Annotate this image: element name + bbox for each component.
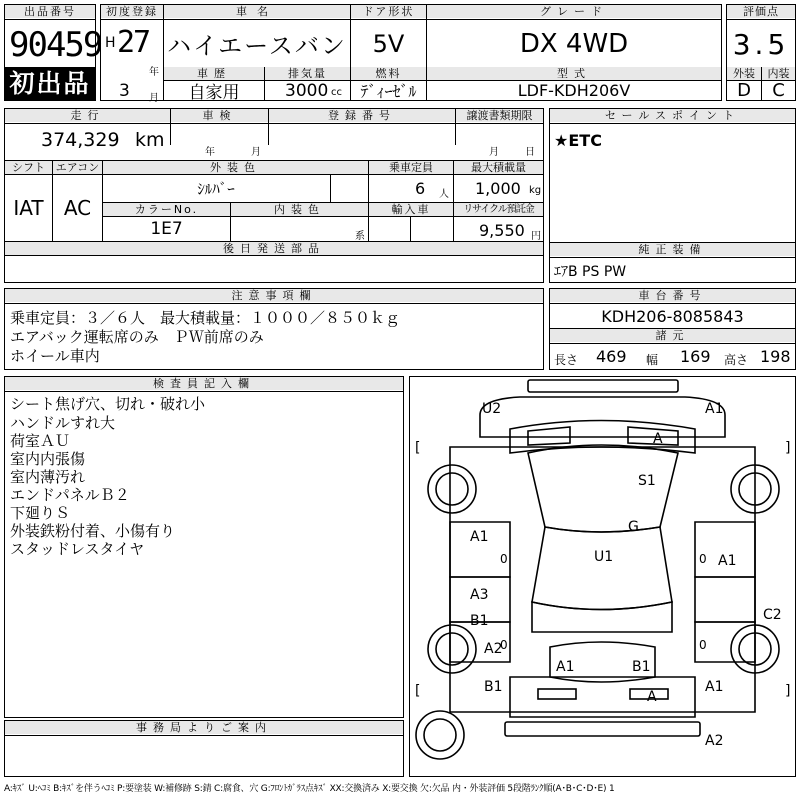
caution-line: 乗車定員：３／６人 最大積載量：１０００／８５０ｋｇ bbox=[10, 309, 401, 327]
car-diagram-box bbox=[409, 376, 796, 777]
transfer-month-unit: 月 bbox=[489, 147, 499, 158]
door-label: ドア形状 bbox=[351, 5, 426, 18]
inspector-line: 下廻りＳ bbox=[10, 504, 71, 522]
ext-color-value: ｼﾙﾊﾞｰ bbox=[197, 180, 235, 198]
inspector-line: 室内内張傷 bbox=[10, 450, 86, 468]
mark-c2: C2 bbox=[763, 607, 782, 623]
car-name: ハイエースバン bbox=[167, 32, 347, 60]
spare-hub bbox=[424, 719, 456, 751]
mark-a2-left: A2 bbox=[484, 641, 503, 657]
bracket-right: ] bbox=[785, 683, 791, 699]
lot-number: 90459 bbox=[9, 25, 102, 65]
bracket-left: [ bbox=[415, 683, 421, 699]
recycle-unit: 円 bbox=[531, 231, 541, 242]
rear-roof-edge bbox=[532, 602, 672, 632]
mark-zero: 0 bbox=[500, 552, 508, 566]
width-label: 幅 bbox=[646, 353, 659, 367]
mileage-value: 374,329 bbox=[41, 129, 120, 151]
dims-label: 諸元 bbox=[550, 329, 795, 342]
exterior-grade: D bbox=[737, 80, 751, 101]
sales-point-box bbox=[549, 108, 796, 243]
equipment-box bbox=[549, 242, 796, 283]
fuel-label: 燃料 bbox=[351, 67, 426, 80]
mileage-unit: km bbox=[135, 129, 165, 151]
ac-value: AC bbox=[63, 196, 92, 220]
inspector-line: 荷室ＡＵ bbox=[10, 432, 71, 450]
color-no-value: 1E7 bbox=[150, 219, 183, 239]
mark-u2: U2 bbox=[482, 401, 502, 417]
transfer-day-unit: 日 bbox=[525, 147, 535, 158]
inspector-line: シート焦げ穴、切れ・破れ小 bbox=[10, 395, 206, 413]
history-label: 車歴 bbox=[164, 67, 264, 80]
mark-b1-left: B1 bbox=[470, 613, 489, 629]
capacity-value: 6 bbox=[415, 179, 426, 198]
displacement-value: 3000 bbox=[285, 81, 329, 101]
mark-a-windshield: A bbox=[653, 431, 663, 447]
chassis-box bbox=[549, 288, 796, 370]
equipment-label: 純正装備 bbox=[550, 243, 795, 256]
chassis-number: KDH206-8085843 bbox=[601, 306, 744, 326]
mark-a1-rear-left: A1 bbox=[556, 659, 575, 675]
sales-point-label: セールスポイント bbox=[550, 109, 795, 122]
office-label: 事務局よりご案内 bbox=[5, 721, 403, 734]
later-parts-label: 後日発送部品 bbox=[5, 242, 543, 255]
front-glass-left bbox=[528, 427, 570, 445]
right-slide-door bbox=[695, 577, 755, 622]
mark-zero: 0 bbox=[699, 638, 707, 652]
mark-a1-bottom: A1 bbox=[705, 679, 724, 695]
inspector-line: 外装鉄粉付着、小傷有り bbox=[10, 522, 176, 540]
hub-front-left bbox=[436, 473, 468, 505]
rear-bumper bbox=[505, 722, 700, 736]
caution-line: エアバック運転席のみ ＰＷ前席のみ bbox=[10, 328, 264, 346]
hub-rear-left bbox=[436, 633, 468, 665]
inspector-box bbox=[4, 376, 404, 718]
first-reg-label: 初度登録 bbox=[101, 5, 163, 18]
capacity-unit: 人 bbox=[439, 189, 449, 200]
displacement-unit: cc bbox=[331, 87, 342, 98]
mark-s1: S1 bbox=[638, 473, 656, 489]
chassis-label: 車台番号 bbox=[550, 289, 795, 302]
era-letter: H bbox=[105, 35, 116, 51]
inspector-line: スタッドレスタイヤ bbox=[10, 540, 145, 558]
mid-roof bbox=[532, 527, 672, 610]
model-value: LDF-KDH206V bbox=[517, 81, 631, 100]
bracket-left: [ bbox=[415, 440, 421, 456]
car-name-label: 車名 bbox=[164, 5, 350, 18]
mark-a1-top: A1 bbox=[705, 401, 724, 417]
fuel-value: ﾃﾞｨｰｾﾞﾙ bbox=[360, 82, 417, 101]
width-value: 169 bbox=[680, 347, 711, 366]
max-load-unit: kg bbox=[529, 185, 542, 196]
exterior-label: 外装 bbox=[727, 67, 761, 80]
insp-year-unit: 年 bbox=[205, 147, 215, 158]
office-box bbox=[4, 720, 404, 777]
inspector-line: エンドパネルＢ２ bbox=[10, 486, 130, 504]
inspector-line: ハンドルすれ大 bbox=[10, 414, 116, 432]
transfer-label: 譲渡書類期限 bbox=[456, 109, 543, 122]
model-label: 型式 bbox=[427, 67, 721, 80]
mark-a1-right: A1 bbox=[718, 553, 737, 569]
reg-month: 3 bbox=[119, 81, 130, 101]
front-bumper bbox=[528, 380, 678, 392]
recycle-value: 9,550 bbox=[479, 221, 525, 240]
sales-point-text: ★ETC bbox=[554, 131, 602, 150]
caution-line: ホイール車内 bbox=[10, 347, 100, 365]
door-value: 5V bbox=[372, 29, 405, 58]
mark-g: G bbox=[628, 519, 639, 535]
grade-label: グレード bbox=[427, 5, 721, 18]
ac-label: エアコン bbox=[53, 161, 102, 174]
month-unit: 月 bbox=[149, 93, 159, 104]
import-label: 輸入車 bbox=[369, 203, 453, 216]
height-label: 高さ bbox=[724, 353, 749, 367]
capacity-label: 乗車定員 bbox=[369, 161, 453, 174]
lot-block bbox=[4, 4, 102, 101]
length-value: 469 bbox=[596, 347, 627, 366]
max-load-value: 1,000 bbox=[475, 179, 521, 198]
footer-legend: A:ｷｽﾞ U:ﾍｺﾐ B:ｷｽﾞを伴うﾍｺﾐ P:要塗装 W:補修跡 S:錆 C:腐食、穴 G:ﾌﾛﾝﾄｶﾞﾗｽ点ｷｽﾞ XX:交換済み X:要交換 欠:欠品 内・外装評価 5段階ﾗﾝｸ順(A･B･C･D･E) 1 bbox=[4, 784, 615, 794]
score-value: 3.5 bbox=[732, 27, 790, 61]
body-outline bbox=[450, 447, 755, 712]
int-color-label: 内装色 bbox=[231, 203, 368, 216]
length-label: 長さ bbox=[554, 353, 579, 367]
front-hood-edge bbox=[480, 397, 725, 437]
details-table bbox=[4, 108, 544, 283]
mark-a-rear: A bbox=[647, 689, 657, 705]
interior-grade: C bbox=[772, 80, 785, 101]
year-unit: 年 bbox=[149, 67, 159, 78]
main-header-table bbox=[100, 4, 722, 104]
shift-value: IAT bbox=[13, 196, 44, 220]
recycle-label: リサイクル預託金 bbox=[454, 203, 543, 216]
history-value: 自家用 bbox=[188, 83, 240, 103]
shift-label: シフト bbox=[5, 161, 52, 174]
height-value: 198 bbox=[760, 347, 791, 366]
interior-label: 内装 bbox=[762, 67, 795, 80]
equipment-text: ｴｱB PS PW bbox=[554, 264, 627, 280]
mark-zero: 0 bbox=[500, 638, 508, 652]
inspection-label: 車検 bbox=[171, 109, 268, 122]
reg-year: 27 bbox=[117, 25, 150, 60]
mark-u1: U1 bbox=[594, 549, 614, 565]
displacement-label: 排気量 bbox=[265, 67, 350, 80]
rear-lamp-left bbox=[538, 689, 576, 699]
mark-b1-rear-right: B1 bbox=[632, 659, 651, 675]
lot-label: 出品番号 bbox=[5, 5, 95, 18]
int-color-unit: 系 bbox=[355, 231, 365, 242]
color-no-label: カラーNo. bbox=[103, 203, 230, 216]
max-load-label: 最大積載量 bbox=[454, 161, 543, 174]
mark-a3: A3 bbox=[470, 587, 489, 603]
score-label: 評価点 bbox=[727, 5, 795, 18]
car-diagram bbox=[410, 377, 795, 776]
mark-b1-bottom: B1 bbox=[484, 679, 503, 695]
inspector-label: 検査員記入欄 bbox=[5, 377, 403, 390]
insp-month-unit: 月 bbox=[251, 147, 261, 158]
mark-zero: 0 bbox=[699, 552, 707, 566]
reg-no-label: 登録番号 bbox=[269, 109, 455, 122]
grade-value: DX 4WD bbox=[519, 28, 629, 59]
mark-a1-left: A1 bbox=[470, 529, 489, 545]
score-block bbox=[726, 4, 796, 101]
mileage-label: 走行 bbox=[5, 109, 170, 122]
bracket-right: ] bbox=[785, 440, 791, 456]
first-listing-badge: 初出品 bbox=[5, 67, 95, 101]
caution-label: 注意事項欄 bbox=[5, 289, 543, 302]
caution-box bbox=[4, 288, 544, 370]
inspector-line: 室内薄汚れ bbox=[10, 468, 86, 486]
mark-a2-bottom: A2 bbox=[705, 733, 724, 749]
ext-color-label: 外装色 bbox=[103, 161, 368, 174]
